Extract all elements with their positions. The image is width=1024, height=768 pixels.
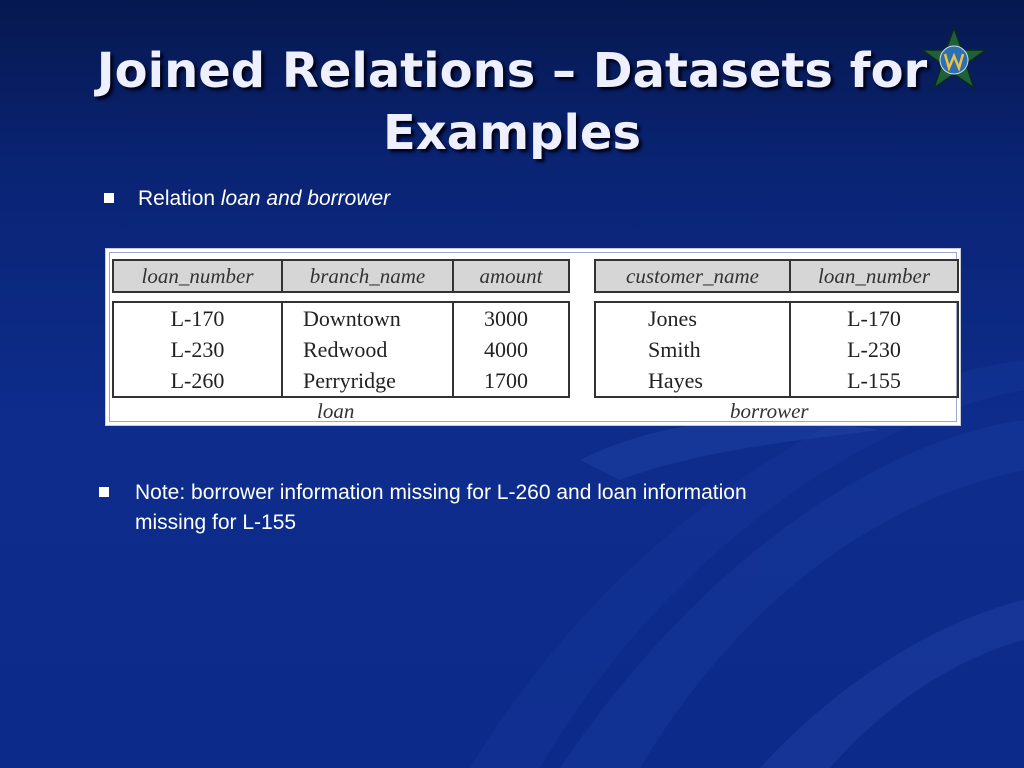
table-row — [595, 334, 958, 365]
bullet-relation — [104, 184, 704, 214]
page-title: Joined Relations – Datasets for Examples — [96, 43, 928, 161]
loan-cell: L-170 — [113, 302, 282, 334]
university-logo — [918, 24, 990, 96]
borrower-cell: L-230 — [790, 334, 958, 365]
borrower-cell: Smith — [595, 334, 790, 365]
borrower-caption: borrower — [730, 399, 809, 423]
loan-cell: L-260 — [113, 365, 282, 397]
loan-header-branch-name: branch_name — [282, 260, 453, 292]
borrower-cell: L-155 — [790, 365, 958, 397]
loan-cell: 1700 — [453, 365, 569, 397]
loan-cell: Redwood — [282, 334, 453, 365]
loan-cell: L-230 — [113, 334, 282, 365]
table-row — [113, 365, 569, 397]
table-row — [595, 302, 958, 334]
loan-caption: loan — [317, 399, 355, 423]
relations-figure — [105, 248, 961, 426]
borrower-table — [594, 259, 959, 398]
loan-cell: 3000 — [453, 302, 569, 334]
loan-header-amount: amount — [453, 260, 569, 292]
borrower-header-customer-name: customer_name — [595, 260, 790, 292]
loan-cell: 4000 — [453, 334, 569, 365]
bullet-square-icon — [99, 487, 109, 497]
loan-table — [112, 259, 570, 398]
table-row — [595, 365, 958, 397]
borrower-cell: Jones — [595, 302, 790, 334]
borrower-cell: L-170 — [790, 302, 958, 334]
bullet-note-text: Note: borrower information missing for L-260 and loan information missing for L-155 — [135, 481, 747, 534]
borrower-header-loan-number: loan_number — [790, 260, 958, 292]
loan-cell: Perryridge — [282, 365, 453, 397]
table-row — [113, 334, 569, 365]
loan-cell: Downtown — [282, 302, 453, 334]
bullet-note — [99, 478, 799, 540]
loan-header-loan-number: loan_number — [113, 260, 282, 292]
bullet-relation-emphasis: loan and borrower — [220, 187, 391, 210]
table-row — [113, 302, 569, 334]
borrower-cell: Hayes — [595, 365, 790, 397]
bullet-square-icon — [104, 193, 114, 203]
bullet-relation-prefix: Relation — [138, 187, 221, 210]
